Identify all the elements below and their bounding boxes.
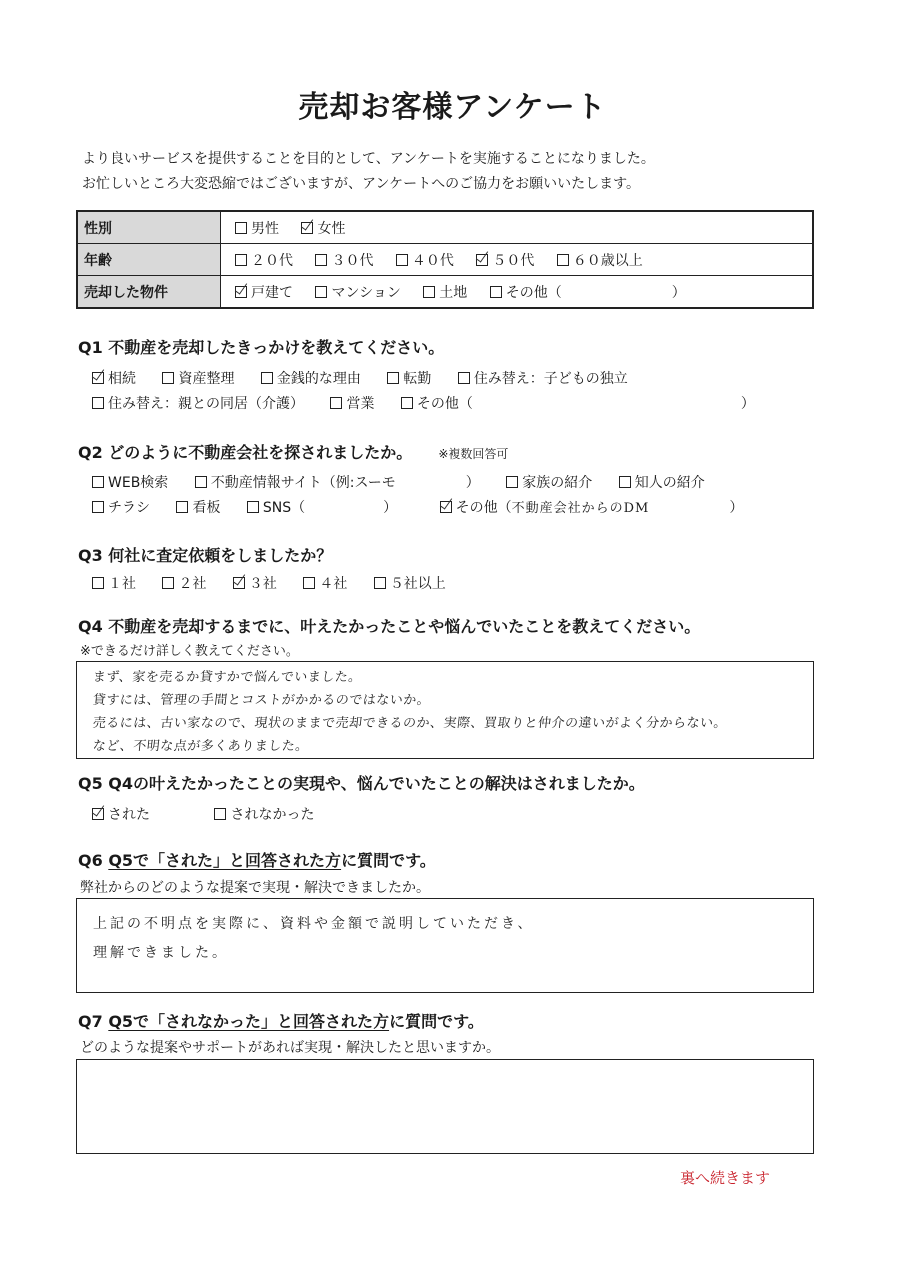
checkbox[interactable]: [176, 501, 188, 513]
q2-option-signboard[interactable]: 看板: [176, 497, 220, 517]
q1-row-2: [92, 393, 777, 413]
q1-option-sales[interactable]: 営業: [330, 393, 374, 413]
q4-answer-line-2: 貸すには、管理の手間とコストがかかるのではないか。: [92, 693, 432, 708]
q5-option-yes[interactable]: された: [92, 804, 150, 824]
q1-option-financial[interactable]: 金銭的な理由: [261, 368, 361, 388]
q3-title: Q3 何社に査定依頼をしましたか？: [78, 546, 333, 565]
gender-row: [77, 211, 813, 244]
checkbox[interactable]: [214, 808, 226, 820]
q2-option-family[interactable]: 家族の紹介: [506, 472, 592, 492]
q6-answer-line-2: 理解できました。: [93, 945, 229, 961]
q2-option-sns[interactable]: SNS（ ）: [247, 497, 397, 517]
q1-option-transfer[interactable]: 転勤: [387, 368, 431, 388]
q6-answer-box[interactable]: [76, 898, 814, 993]
q2-option-web[interactable]: WEB検索: [92, 472, 168, 492]
checkbox[interactable]: [401, 397, 413, 409]
age-option-50s[interactable]: ５０代: [476, 250, 534, 270]
q2-option-other[interactable]: その他（不動産会社からのDM ）: [440, 497, 744, 517]
page-title: 売却お客様アンケート: [298, 90, 607, 125]
checkbox-checked[interactable]: [233, 577, 245, 589]
age-option-40s[interactable]: ４０代: [396, 250, 454, 270]
gender-option-female[interactable]: 女性: [301, 218, 345, 238]
q2-option-portal[interactable]: 不動産情報サイト（例:スーモ ）: [195, 472, 480, 492]
checkbox[interactable]: [557, 254, 569, 266]
q6-title: Q6 Q5で「された」と回答された方に質問です。: [78, 851, 436, 870]
checkbox[interactable]: [458, 372, 470, 384]
checkbox[interactable]: [330, 397, 342, 409]
checkbox[interactable]: [396, 254, 408, 266]
property-label: 売却した物件: [77, 276, 221, 309]
q2-other-answer: 不動産会社からのDM: [511, 501, 650, 516]
checkbox[interactable]: [619, 476, 631, 488]
property-option-house[interactable]: 戸建て: [235, 282, 293, 302]
q5-option-no[interactable]: されなかった: [214, 804, 314, 824]
q4-answer-line-4: など、不明な点が多くありました。: [92, 739, 310, 754]
checkbox-checked[interactable]: [92, 808, 104, 820]
property-row: [77, 276, 813, 309]
intro-line-1: より良いサービスを提供することを目的として、アンケートを実施することになりました。: [82, 151, 655, 167]
q2-row-2: [92, 497, 765, 517]
checkbox[interactable]: [490, 286, 502, 298]
profile-table: [76, 210, 814, 309]
q1-option-relocate-child[interactable]: 住み替え：子どもの独立: [458, 368, 628, 388]
age-option-60plus[interactable]: ６０歳以上: [557, 250, 643, 270]
checkbox[interactable]: [506, 476, 518, 488]
age-label: 年齢: [77, 244, 221, 276]
checkbox[interactable]: [387, 372, 399, 384]
checkbox-checked[interactable]: [92, 372, 104, 384]
checkbox-checked[interactable]: [440, 501, 452, 513]
q7-title: Q7 Q5で「されなかった」と回答された方に質問です。: [78, 1012, 484, 1031]
q5-row: [92, 804, 336, 824]
checkbox[interactable]: [315, 254, 327, 266]
checkbox[interactable]: [315, 286, 327, 298]
q3-row: [92, 573, 468, 593]
q3-option-2[interactable]: ２社: [162, 573, 206, 593]
q1-option-inheritance[interactable]: 相続: [92, 368, 136, 388]
q7-answer-box[interactable]: [76, 1059, 814, 1154]
q2-note: ※複数回答可: [438, 447, 509, 461]
q1-option-other[interactable]: その他（ ）: [401, 393, 755, 413]
checkbox[interactable]: [92, 577, 104, 589]
q1-option-asset[interactable]: 資産整理: [162, 368, 234, 388]
q3-option-4[interactable]: ４社: [303, 573, 347, 593]
checkbox[interactable]: [235, 254, 247, 266]
q3-option-5plus[interactable]: ５社以上: [374, 573, 446, 593]
q3-option-3[interactable]: ３社: [233, 573, 277, 593]
age-option-20s[interactable]: ２０代: [235, 250, 293, 270]
q1-row-1: [92, 368, 650, 388]
checkbox[interactable]: [423, 286, 435, 298]
checkbox[interactable]: [235, 222, 247, 234]
checkbox[interactable]: [261, 372, 273, 384]
q7-sub: どのような提案やサポートがあれば実現・解決したと思いますか。: [80, 1040, 500, 1056]
q2-option-friend[interactable]: 知人の紹介: [619, 472, 705, 492]
q4-answer-box[interactable]: [76, 661, 814, 759]
q6-sub: 弊社からのどのような提案で実現・解決できましたか。: [80, 880, 430, 896]
checkbox[interactable]: [195, 476, 207, 488]
q4-note: ※できるだけ詳しく教えてください。: [80, 644, 299, 659]
checkbox[interactable]: [92, 397, 104, 409]
checkbox[interactable]: [92, 476, 104, 488]
age-option-30s[interactable]: ３０代: [315, 250, 373, 270]
checkbox[interactable]: [247, 501, 259, 513]
gender-label: 性別: [77, 211, 221, 244]
q3-option-1[interactable]: １社: [92, 573, 136, 593]
intro-line-2: お忙しいところ大変恐縮ではございますが、アンケートへのご協力をお願いいたします。: [82, 176, 641, 192]
checkbox[interactable]: [92, 501, 104, 513]
q1-title: Q1 不動産を売却したきっかけを教えてください。: [78, 338, 445, 357]
checkbox[interactable]: [374, 577, 386, 589]
property-option-land[interactable]: 土地: [423, 282, 467, 302]
q2-title: Q2 どのように不動産会社を探されましたか。 ※複数回答可: [78, 443, 509, 462]
q4-answer-line-1: まず、家を売るか貸すかで悩んでいました。: [92, 670, 363, 685]
continue-note: 裏へ続きます: [680, 1169, 771, 1187]
checkbox[interactable]: [303, 577, 315, 589]
q6-answer-line-1: 上記の不明点を実際に、資料や金額で説明していただき、: [93, 916, 535, 932]
q2-row-1: [92, 472, 727, 492]
q4-title: Q4 不動産を売却するまでに、叶えたかったことや悩んでいたことを教えてください。: [78, 617, 701, 636]
q2-option-flyer[interactable]: チラシ: [92, 497, 150, 517]
property-option-mansion[interactable]: マンション: [315, 282, 400, 302]
q5-title: Q5 Q4の叶えたかったことの実現や、悩んでいたことの解決はされましたか。: [78, 774, 645, 793]
checkbox[interactable]: [162, 372, 174, 384]
age-row: [77, 244, 813, 276]
checkbox[interactable]: [162, 577, 174, 589]
q1-option-relocate-parent[interactable]: 住み替え：親との同居（介護）: [92, 393, 304, 413]
checkbox-checked[interactable]: [235, 286, 247, 298]
checkbox-checked[interactable]: [301, 222, 313, 234]
gender-option-male[interactable]: 男性: [235, 218, 279, 238]
property-option-other[interactable]: その他（ ）: [490, 282, 686, 302]
q4-answer-line-3: 売るには、古い家なので、現状のままで売却できるのか、実際、買取りと仲介の違いがよく分からない。: [92, 716, 728, 731]
checkbox-checked[interactable]: [476, 254, 488, 266]
